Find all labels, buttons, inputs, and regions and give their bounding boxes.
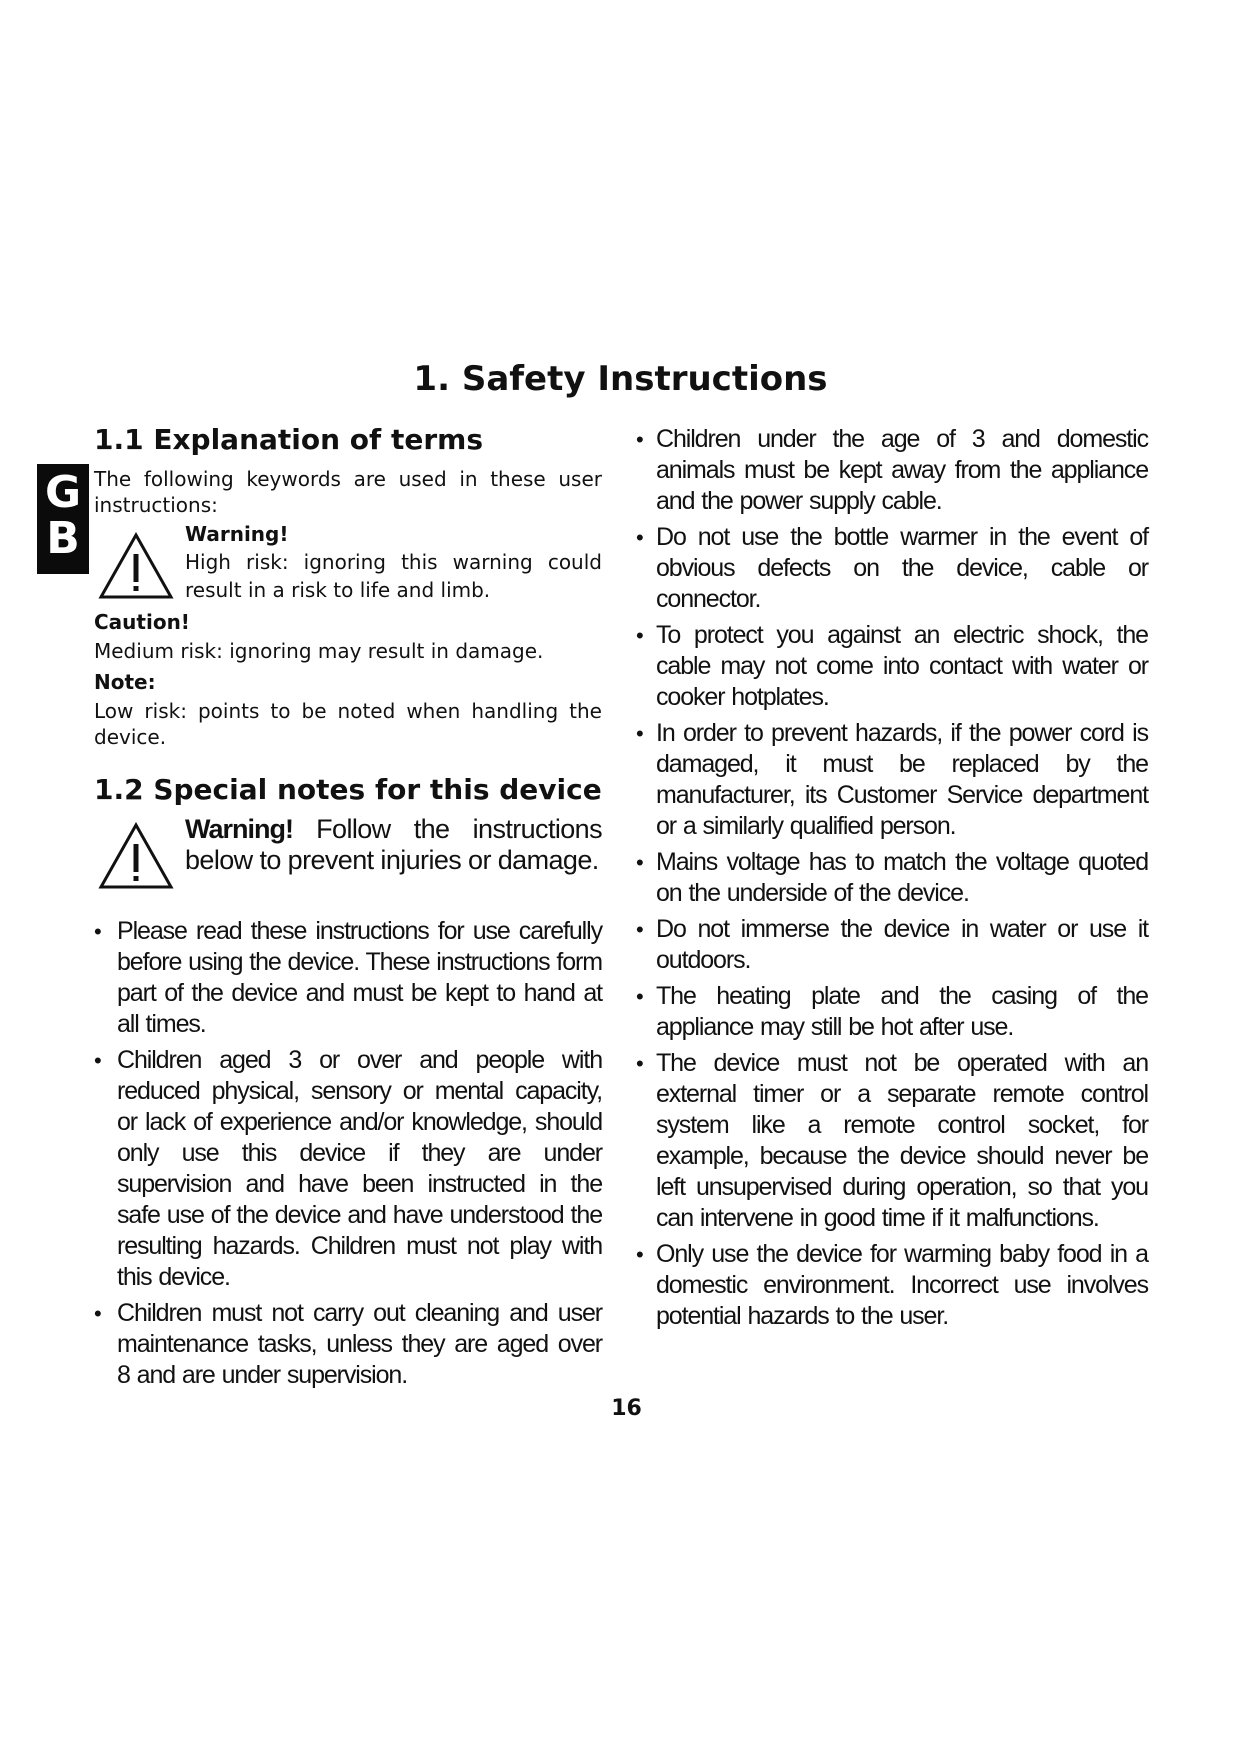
language-tab-line2: B <box>46 513 80 564</box>
safety-list <box>636 424 1148 1332</box>
special-notes-section <box>94 770 602 1391</box>
warning-term-label: Warning! <box>185 522 289 546</box>
warning-triangle-icon <box>98 822 174 890</box>
warning-term-text: High risk: ignoring this warning could result in a risk to life and limb. <box>185 550 602 602</box>
list-item: • Do not immerse the device in water or use it outdoors. <box>636 914 1148 976</box>
page-number: 16 <box>611 1396 642 1421</box>
special-notes-list <box>94 916 602 1391</box>
warning-triangle-icon <box>98 532 174 600</box>
intro-text: The following keywords are used in these user instructions: <box>94 467 602 517</box>
language-tab-line1: G <box>44 467 82 518</box>
special-notes-warning <box>94 814 602 896</box>
note-term-text: Low risk: points to be noted when handling the device. <box>94 699 602 749</box>
list-item: • Do not use the bottle warmer in the event of obvious defects on the device, cable or connector. <box>636 522 1148 615</box>
list-item: • In order to prevent hazards, if the power cord is damaged, it must be replaced by the manufacturer, its Customer Service department or a similarly qualified person. <box>636 718 1148 842</box>
list-item: • Children must not carry out cleaning and user maintenance tasks, unless they are aged over 8 and are under supervision. <box>94 1298 602 1391</box>
list-item: • To protect you against an electric shock, the cable may not come into contact with water or cooker hotplates. <box>636 620 1148 713</box>
list-item: • The heating plate and the casing of the appliance may still be hot after use. <box>636 981 1148 1043</box>
language-tab <box>37 464 89 574</box>
section-heading-explanation-of-terms: 1.1 Explanation of terms <box>94 423 483 456</box>
note-term-label: Note: <box>94 670 156 694</box>
list-item: • Only use the device for warming baby food in a domestic environment. Incorrect use involves potential hazards to the user. <box>636 1239 1148 1332</box>
caution-term-label: Caution! <box>94 610 190 634</box>
list-item: • The device must not be operated with an external timer or a separate remote control system like a remote control socket, for example, because the device should never be left unsupervised during operation, so that you can intervene in good time if it malfunctions. <box>636 1048 1148 1234</box>
list-item: • Children aged 3 or over and people with reduced physical, sensory or mental capacity, or lack of experience and/or knowledge, should only use this device if they are under supervision and have been instructed in the safe use of the device and have understood the resulting hazards. Children must not play with this device. <box>94 1045 602 1293</box>
list-item: • Please read these instructions for use carefully before using the device. These instructions form part of the device and must be kept to hand at all times. <box>94 916 602 1040</box>
special-notes-warning-label: Warning! <box>185 814 293 844</box>
left-column <box>94 420 602 1396</box>
caution-term-text: Medium risk: ignoring may result in damage. <box>94 639 544 663</box>
page-title: 1. Safety Instructions <box>413 359 828 399</box>
special-notes-warning-body: Follow the instructions below to prevent injuries or damage. <box>185 814 602 875</box>
special-notes-warning-text <box>185 814 602 876</box>
right-column <box>636 424 1148 1337</box>
warning-term-block <box>94 520 602 604</box>
list-item: • Mains voltage has to match the voltage quoted on the underside of the device. <box>636 847 1148 909</box>
section-heading-special-notes: 1.2 Special notes for this device <box>94 773 602 806</box>
list-item: • Children under the age of 3 and domestic animals must be kept away from the appliance and the power supply cable. <box>636 424 1148 517</box>
